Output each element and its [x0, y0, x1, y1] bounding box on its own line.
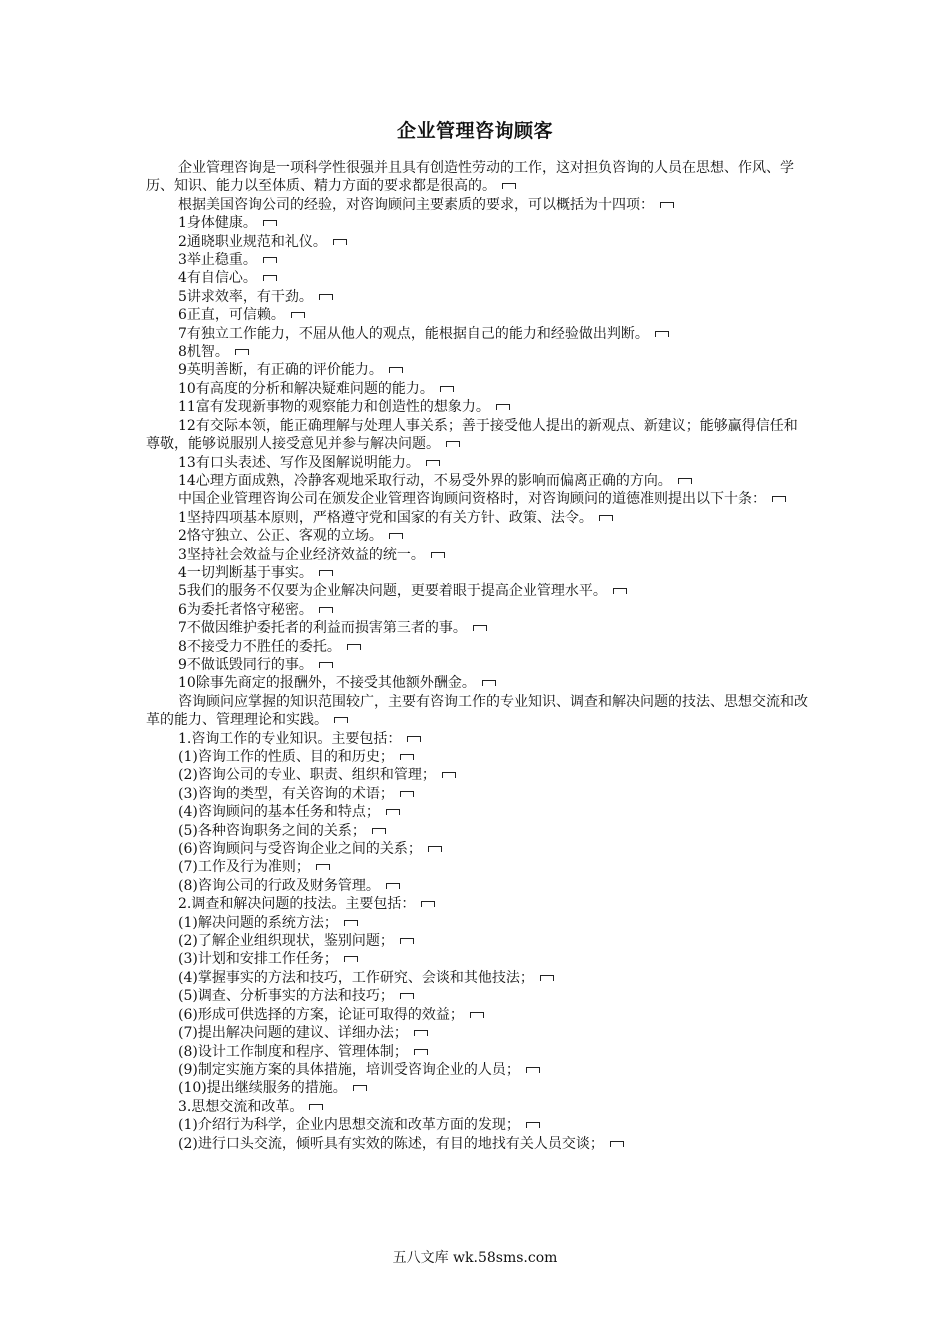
paragraph-text: 14心理方面成熟，冷静客观地采取行动，不易受外界的影响而偏离正确的方向。: [178, 472, 672, 489]
paragraph: [146, 380, 810, 398]
paragraph-text: 2.调查和解决问题的技法。主要包括：: [178, 896, 416, 913]
paragraph-mark-icon: [526, 1122, 540, 1128]
paragraph-text: (1)解决问题的系统方法；: [178, 914, 338, 931]
paragraph-text: 5讲求效率，有干劲。: [178, 288, 313, 305]
paragraph-mark-icon: [446, 441, 460, 447]
paragraph-mark-icon: [613, 588, 627, 594]
paragraph-mark-icon: [526, 1067, 540, 1073]
paragraph-text: (2)进行口头交流，倾听具有实效的陈述，有目的地找有关人员交谈；: [178, 1135, 604, 1152]
paragraph: [146, 159, 810, 196]
paragraph: [146, 822, 810, 840]
paragraph: [146, 656, 810, 674]
paragraph: [146, 546, 810, 564]
paragraph-mark-icon: [540, 975, 554, 981]
paragraph-mark-icon: [263, 220, 277, 226]
paragraph-text: 1.咨询工作的专业知识。主要包括：: [178, 730, 402, 747]
paragraph-text: 根据美国咨询公司的经验，对咨询顾问主要素质的要求，可以概括为十四项：: [178, 196, 654, 213]
paragraph-text: 1身体健康。: [178, 215, 257, 232]
paragraph-mark-icon: [316, 864, 330, 870]
paragraph: [146, 582, 810, 600]
paragraph-text: 企业管理咨询是一项科学性很强并且具有创造性劳动的工作，这对担负咨询的人员在思想、作风、学历、知识、能力以至体质、精力方面的要求都是很高的。: [146, 160, 794, 195]
paragraph: [146, 490, 810, 508]
paragraph-text: 8机智。: [178, 344, 229, 361]
paragraph-text: (4)掌握事实的方法和技巧，工作研究、会谈和其他技法；: [178, 969, 534, 986]
paragraph-text: (1)咨询工作的性质、目的和历史；: [178, 749, 394, 765]
paragraph: [146, 932, 810, 950]
paragraph-mark-icon: [414, 1030, 428, 1036]
paragraph-text: (2)了解企业组织现状，鉴别问题；: [178, 933, 394, 950]
paragraph-text: 3.思想交流和改革。: [178, 1098, 304, 1115]
paragraph-mark-icon: [414, 1049, 428, 1055]
paragraph-mark-icon: [407, 736, 421, 742]
paragraph-mark-icon: [440, 386, 454, 392]
paragraph-text: 2通晓职业规范和礼仪。: [178, 233, 327, 250]
paragraph-mark-icon: [389, 533, 403, 539]
paragraph-mark-icon: [319, 662, 333, 668]
paragraph-text: 11富有发现新事物的观察能力和创造性的想象力。: [178, 399, 490, 416]
paragraph: [146, 343, 810, 361]
paragraph-text: (10)提出继续服务的措施。: [178, 1080, 347, 1097]
paragraph-mark-icon: [386, 883, 400, 889]
paragraph-mark-icon: [291, 312, 305, 318]
paragraph: [146, 914, 810, 932]
paragraph: [146, 325, 810, 343]
document-body: [146, 159, 810, 1153]
paragraph: [146, 693, 810, 730]
paragraph-mark-icon: [678, 478, 692, 484]
paragraph: [146, 398, 810, 416]
paragraph-text: (4)咨询顾问的基本任务和特点；: [178, 804, 380, 821]
paragraph-mark-icon: [372, 828, 386, 834]
paragraph: [146, 877, 810, 895]
paragraph: [146, 1006, 810, 1024]
paragraph: [146, 288, 810, 306]
paragraph: [146, 564, 810, 582]
page-title: 企业管理咨询顾客: [396, 120, 553, 142]
paragraph-text: 9不做诋毁同行的事。: [178, 656, 313, 673]
paragraph-text: 4有自信心。: [178, 270, 257, 287]
paragraph-mark-icon: [334, 717, 348, 723]
paragraph-mark-icon: [319, 294, 333, 300]
paragraph: [146, 196, 810, 214]
paragraph-mark-icon: [235, 349, 249, 355]
paragraph-text: 咨询顾问应掌握的知识范围较广，主要有咨询工作的专业知识、调查和解决问题的技法、思想交流和改革的能力、管理理论和实践。: [146, 693, 808, 729]
paragraph: [146, 858, 810, 876]
paragraph-mark-icon: [319, 570, 333, 576]
paragraph-mark-icon: [263, 257, 277, 263]
paragraph-text: 10有高度的分析和解决疑难问题的能力。: [178, 380, 434, 397]
paragraph: [146, 619, 810, 637]
paragraph-mark-icon: [400, 938, 414, 944]
paragraph: [146, 1043, 810, 1061]
paragraph-text: 1坚持四项基本原则，严格遵守党和国家的有关方针、政策、法令。: [178, 509, 593, 526]
paragraph: [146, 766, 810, 784]
paragraph: [146, 233, 810, 251]
paragraph-mark-icon: [333, 239, 347, 245]
paragraph-text: (5)各种咨询职务之间的关系；: [178, 822, 366, 839]
paragraph: [146, 638, 810, 656]
paragraph-mark-icon: [431, 552, 445, 558]
paragraph-mark-icon: [421, 901, 435, 907]
paragraph-mark-icon: [660, 202, 674, 208]
paragraph-mark-icon: [353, 1085, 367, 1091]
paragraph-text: (2)咨询公司的专业、职责、组织和管理；: [178, 767, 436, 784]
paragraph: [146, 950, 810, 968]
paragraph-text: 中国企业管理咨询公司在颁发企业管理咨询顾问资格时，对咨询顾问的道德准则提出以下十条：: [178, 491, 766, 508]
paragraph-text: (9)制定实施方案的具体措施，培训受咨询企业的人员；: [178, 1061, 520, 1078]
paragraph: [146, 1116, 810, 1134]
paragraph-text: (8)设计工作制度和程序、管理体制；: [178, 1043, 408, 1060]
paragraph-text: 6为委托者恪守秘密。: [178, 601, 313, 618]
paragraph-text: (3)计划和安排工作任务；: [178, 951, 338, 968]
paragraph-mark-icon: [400, 993, 414, 999]
paragraph-mark-icon: [344, 920, 358, 926]
paragraph: [146, 969, 810, 987]
paragraph-mark-icon: [347, 644, 361, 650]
paragraph-text: (8)咨询公司的行政及财务管理。: [178, 877, 380, 894]
paragraph-mark-icon: [400, 791, 414, 797]
paragraph: [146, 1098, 810, 1116]
paragraph-mark-icon: [655, 331, 669, 337]
paragraph: [146, 803, 810, 821]
paragraph-mark-icon: [428, 846, 442, 852]
paragraph-text: 9英明善断，有正确的评价能力。: [178, 362, 383, 379]
paragraph-text: 3坚持社会效益与企业经济效益的统一。: [178, 546, 425, 563]
paragraph: [146, 214, 810, 232]
paragraph-mark-icon: [442, 772, 456, 778]
paragraph-mark-icon: [319, 607, 333, 613]
paragraph-mark-icon: [263, 275, 277, 281]
paragraph: [146, 987, 810, 1005]
paragraph: [146, 601, 810, 619]
paragraph: [146, 269, 810, 287]
paragraph: [146, 1061, 810, 1079]
paragraph-text: 10除事先商定的报酬外，不接受其他额外酬金。: [178, 675, 476, 692]
paragraph-mark-icon: [386, 809, 400, 815]
paragraph-text: (3)咨询的类型，有关咨询的术语；: [178, 785, 394, 802]
paragraph-mark-icon: [473, 625, 487, 631]
paragraph-text: 4一切判断基于事实。: [178, 564, 313, 581]
paragraph-mark-icon: [389, 367, 403, 373]
paragraph: [146, 509, 810, 527]
paragraph: [146, 251, 810, 269]
paragraph: [146, 417, 810, 454]
paragraph-text: (6)形成可供选择的方案，论证可取得的效益；: [178, 1006, 464, 1023]
paragraph: [146, 361, 810, 379]
paragraph-mark-icon: [400, 754, 414, 760]
paragraph-mark-icon: [610, 1141, 624, 1147]
footer-watermark: 五八文库 wk.58sms.com: [392, 1250, 558, 1266]
paragraph-mark-icon: [344, 956, 358, 962]
paragraph: [146, 454, 810, 472]
paragraph-text: (1)介绍行为科学，企业内思想交流和改革方面的发现；: [178, 1117, 520, 1134]
paragraph-text: 5我们的服务不仅要为企业解决问题，更要着眼于提高企业管理水平。: [178, 583, 607, 600]
paragraph-mark-icon: [482, 680, 496, 686]
paragraph: [146, 1135, 810, 1153]
paragraph: [146, 472, 810, 490]
paragraph-mark-icon: [772, 496, 786, 502]
paragraph-text: 7有独立工作能力，不屈从他人的观点，能根据自己的能力和经验做出判断。: [178, 325, 649, 342]
paragraph: [146, 1024, 810, 1042]
paragraph-text: 6正直，可信赖。: [178, 307, 285, 324]
paragraph: [146, 748, 810, 766]
paragraph-mark-icon: [502, 183, 516, 189]
paragraph-mark-icon: [426, 460, 440, 466]
paragraph-mark-icon: [470, 1012, 484, 1018]
paragraph-text: (7)工作及行为准则；: [178, 859, 310, 876]
paragraph-text: 12有交际本领，能正确理解与处理人事关系；善于接受他人提出的新观点、新建议；能够赢得信任和尊敬，能够说服别人接受意见并参与解决问题。: [146, 417, 798, 453]
paragraph-mark-icon: [496, 404, 510, 410]
paragraph-text: 8不接受力不胜任的委托。: [178, 638, 341, 655]
paragraph-text: (6)咨询顾问与受咨询企业之间的关系；: [178, 841, 422, 858]
paragraph: [146, 527, 810, 545]
paragraph: [146, 840, 810, 858]
paragraph-mark-icon: [599, 515, 613, 521]
paragraph: [146, 1079, 810, 1097]
paragraph: [146, 730, 810, 748]
paragraph-mark-icon: [309, 1104, 323, 1110]
paragraph: [146, 674, 810, 692]
paragraph-text: (5)调查、分析事实的方法和技巧；: [178, 988, 394, 1005]
paragraph-text: 13有口头表述、写作及图解说明能力。: [178, 454, 420, 471]
paragraph-text: (7)提出解决问题的建议、详细办法；: [178, 1025, 408, 1042]
paragraph: [146, 785, 810, 803]
paragraph: [146, 306, 810, 324]
paragraph-text: 2恪守独立、公正、客观的立场。: [178, 528, 383, 545]
paragraph-text: 3举止稳重。: [178, 252, 257, 269]
paragraph-text: 7不做因维护委托者的利益而损害第三者的事。: [178, 620, 467, 637]
paragraph: [146, 895, 810, 913]
